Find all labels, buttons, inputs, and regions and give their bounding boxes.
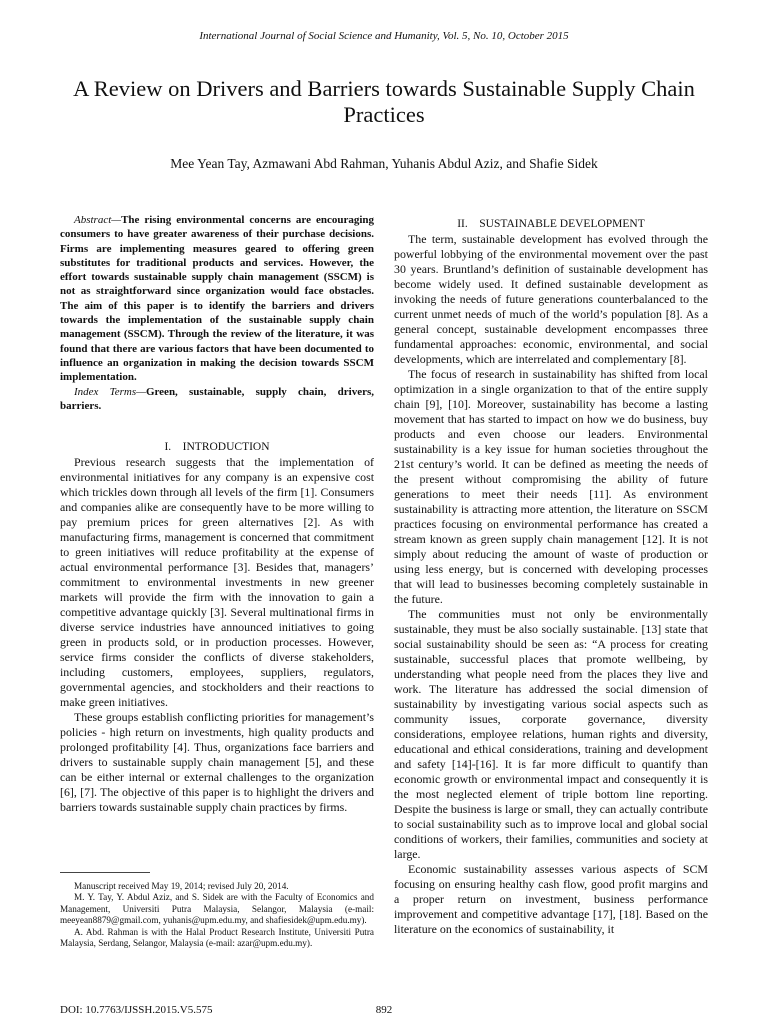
abstract <box>60 213 374 385</box>
abstract-text: The rising environmental concerns are encouraging consumers to have greater awareness of their purchase decisions. Firms are implementing measures geared to offering green substitutes for traditional products and services. However, the effort towards sustainable supply chain management (SSCM) is not as straightforward since organization would face obstacles. The aim of this paper is to identify the barriers and drivers towards the implementation of the sustainable supply chain management (SSCM). Through the review of the literature, it was found that there are various factors that have been documented to influence an organization in making the decision towards SSCM implementation. <box>60 214 374 384</box>
right-column <box>394 217 708 937</box>
section-heading-sustainable-development: II. SUSTAINABLE DEVELOPMENT <box>457 218 645 230</box>
paragraph: These groups establish conflicting priorities for management’s policies - high return on investments, high quality products and prolonged profitability [4]. Thus, organizations face barriers and drivers to sustainable supply chain management [5], and these can be either internal or external challenges to the organization [6], [7]. The objective of this paper is to highlight the drivers and barriers towards sustainable supply chain practices by firms. <box>60 710 374 815</box>
paragraph: The focus of research in sustainability has shifted from local optimization in a single organization to that of the entire supply chain [9], [10]. Moreover, sustainability has become a lasting movement that has started to impact on how we do business, buy products and even choose our leaders. Environmental sustainability is a key issue for human societies throughout the 21st century’s world. It can be defined as meeting the needs of the present without compromising the ability of future generations to meet their needs [11]. As environment sustainability is attracting more attention, the literature on SSCM practices focusing on environmental performance has created a stream known as green supply chain management [12]. It is not simply about reducing the amount of waste of production or using less energy, but is concerned with developing processes that will lead to businesses becoming completely sustainable in the future. <box>394 367 708 606</box>
author-list: Mee Yean Tay, Azmawani Abd Rahman, Yuhanis Abdul Aziz, and Shafie Sidek <box>170 156 598 171</box>
left-column <box>60 213 374 815</box>
index-terms-label: Index Terms— <box>74 385 146 398</box>
index-terms <box>60 385 374 414</box>
doi: DOI: 10.7763/IJSSH.2015.V5.575 <box>60 1004 213 1016</box>
paragraph: Economic sustainability assesses various aspects of SCM focusing on ensuring healthy cash flow, good profit margins and a proper return on investment, business performance improvement and competitive advantage [17], [18]. Based on the literature on the economics of sustainability, it <box>394 862 708 936</box>
section-heading-introduction: I. INTRODUCTION <box>164 441 270 454</box>
footnote: Manuscript received May 19, 2014; revised July 20, 2014. <box>74 881 289 891</box>
footnote-divider <box>60 872 150 873</box>
paragraph: The communities must not only be environmentally sustainable, they must be also socially sustainable. [13] state that social sustainability should be seen as: “A process for creating sustainable, successful places that promote wellbeing, by understanding what people need from the places they live and work. The literature has addressed the social dimension of sustainability by investigating various social aspects such as community issues, corporate governance, diversity considerations, employee relations, human rights and diversity, educational and ethical considerations, training and development and safety [14]-[16]. It is far more difficult to quantify than economic growth or environmental impact and consequently it is the most neglected element of triple bottom line reporting. Despite the business is large or small, they can actually contribute to social sustainability such as to improve local and global social conditions of workers, their families, communities and society at large. <box>394 607 708 861</box>
paragraph: The term, sustainable development has evolved through the powerful lobbying of the environmental movement over the past 30 years. Bruntland’s definition of sustainable development has become widely used. It defined sustainable development as invoking the needs of future generations counterbalanced to the current unmet needs of much of the world’s population [8]. As a general concept, sustainable development encompasses three fundamental approaches: economic, environmental, and social developments, which are interrelated and complementary [8]. <box>394 232 708 366</box>
footnote: A. Abd. Rahman is with the Halal Product Research Institute, Universiti Putra Malaysia, Serdang, Selangor, Malaysia (e-mail: azar@upm.edu.my). <box>60 926 374 949</box>
footnotes <box>60 881 374 949</box>
journal-header: International Journal of Social Science and Humanity, Vol. 5, No. 10, October 2015 <box>199 30 569 42</box>
footnote: M. Y. Tay, Y. Abdul Aziz, and S. Sidek are with the Faculty of Economics and Management, Universiti Putra Malaysia, Selangor, Malaysia (e-mail: meeyean8879@gmail.com, yuhanis@upm.edu.my, and shafiesidek@upm.edu.my). <box>60 892 374 926</box>
page-number: 892 <box>375 1004 393 1016</box>
paragraph: Previous research suggests that the implementation of environmental initiatives for any company is an expensive cost which trickles down through all levels of the firm [1]. Consumers and companies alike are consequently have to be more willing to pay premium prices for green alternatives [2]. As with manufacturing firms, management is concerned that commitment to green initiatives will reduce profitability at the expense of actual environmental performance [3]. Besides that, managers’ commitment to environmental investments in new greener markets will provide the firm with the innovation to gain a competitive advantage quickly [3]. Several multinational firms in diverse service industries have announced initiatives to going green in products sold, or in production processes. However, service firms consider the conflicts of diverse stakeholders, including customers, employees, suppliers, regulators, governmental agencies, and stockholders and their reactions to make green initiatives. <box>60 455 374 710</box>
index-terms-text: Green, sustainable, supply chain, drivers, barriers. <box>60 385 374 412</box>
abstract-label: Abstract— <box>74 214 122 226</box>
paper-title: A Review on Drivers and Barriers towards Sustainable Supply Chain Practices <box>73 76 695 127</box>
